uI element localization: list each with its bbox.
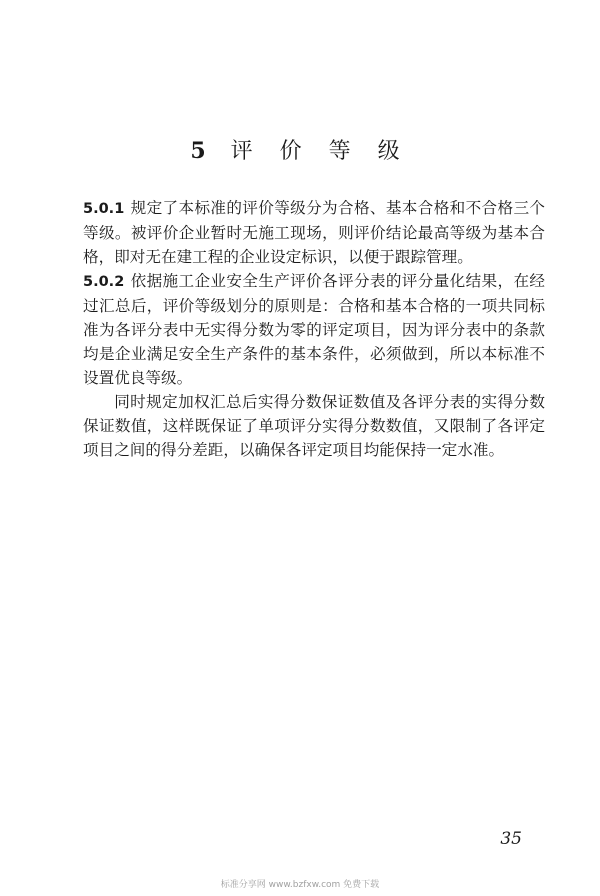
page-number: 35: [500, 829, 522, 849]
clause-number: 5.0.2: [83, 274, 125, 290]
chapter-title: [0, 134, 600, 165]
clause-text: 规定了本标准的评价等级分为合格、基本合格和不合格三个等级。被评价企业暂时无施工现场，则评价结论最高等级为基本合格，即对无在建工程的企业设定标识，以便于跟踪管理。: [83, 199, 545, 266]
body-text: [83, 196, 545, 462]
clause-number: 5.0.1: [83, 201, 125, 217]
footer-watermark: 标准分享网 www.bzfxw.com 免费下载: [220, 880, 380, 890]
clause-5-0-1: [83, 196, 545, 269]
chapter-title-text: 评 价 等 级: [230, 139, 410, 164]
clause-text: 依据施工企业安全生产评价各评分表的评分量化结果，在经过汇总后，评价等级划分的原则是：合格和基本合格的一项共同标准为各评分表中无实得分数为零的评定项目，因为评分表中的条款均是企业满足安全生产条件的基本条件，必须做到，所以本标准不设置优良等级。: [83, 272, 545, 387]
clause-5-0-2: [83, 269, 545, 390]
paragraph: 同时规定加权汇总后实得分数保证数值及各评分表的实得分数保证数值，这样既保证了单项评分实得分数数值，又限制了各评定项目之间的得分差距，以确保各评定项目均能保持一定水准。: [83, 393, 545, 459]
chapter-number: 5: [190, 138, 206, 164]
